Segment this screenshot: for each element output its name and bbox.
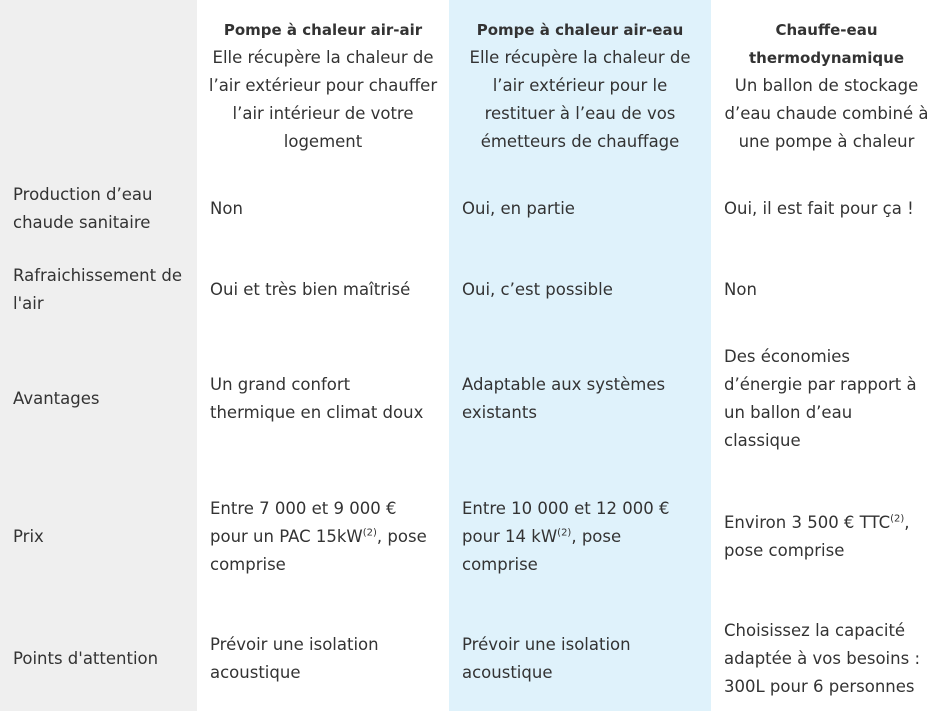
row-header-avantages: Avantages [0,330,197,468]
table-cell: Non [724,279,757,299]
column-header-chauffe-eau [711,0,942,168]
table-cell: Prévoir une isolation acoustique [210,634,379,682]
column-description: Elle récupère la chaleur de l’air extérieur pour le restituer à l’eau de vos émetteurs de chauffage [469,48,691,151]
row-header-production-eau: Production d’eau chaude sanitaire [0,168,197,249]
price-main: Entre 7 000 et 9 000 € pour un PAC 15kW [210,499,397,546]
table-cell: Adaptable aux systèmes existants [449,330,711,468]
table-cell: Un grand confort thermique en climat doux [210,375,424,422]
price-text [462,495,701,579]
footnote-ref: (2) [557,527,572,539]
table-cell-price [711,468,942,606]
table-cell: Prévoir une isolation acoustique [449,606,711,711]
column-title: Pompe à chaleur air-air [223,21,423,39]
table-cell: Oui, en partie [449,168,711,249]
price-suffix: , pose comprise [724,513,910,560]
price-text [210,495,439,579]
footnote-ref: (2) [362,527,377,539]
price-main: Environ 3 500 € TTC [724,513,891,532]
price-suffix: , pose comprise [462,527,622,574]
table-cell-price [197,468,449,606]
row-header-points-attention: Points d'attention [0,606,197,711]
table-cell: Oui, il est fait pour ça ! [724,198,914,218]
price-text [724,509,928,565]
column-header-pac-air-eau [449,0,711,168]
table-cell: Choisissez la capacité adaptée à vos besoins : 300L pour 6 personnes [724,620,921,696]
table-cell-price [449,468,711,606]
column-title: Chauffe-eau thermodynamique [748,21,905,67]
table-cell: Non [210,198,243,218]
row-header-prix: Prix [0,468,197,606]
table-corner [0,0,197,168]
table-cell: Oui et très bien maîtrisé [210,279,411,299]
column-header-pac-air-air [197,0,449,168]
price-main: Entre 10 000 et 12 000 € pour 14 kW [462,499,670,546]
column-description: Elle récupère la chaleur de l’air extérieur pour chauffer l’air intérieur de votre logement [208,48,438,151]
table-cell: Oui, c’est possible [449,249,711,330]
column-title: Pompe à chaleur air-eau [476,21,684,39]
table-cell: Des économies d’énergie par rapport à un ballon d’eau classique [724,347,917,450]
price-suffix: , pose comprise [210,527,427,574]
row-header-rafraichissement: Rafraichissement de l'air [0,249,197,330]
column-description: Un ballon de stockage d’eau chaude combiné à une pompe à chaleur [724,76,929,151]
footnote-ref: (2) [890,513,905,525]
